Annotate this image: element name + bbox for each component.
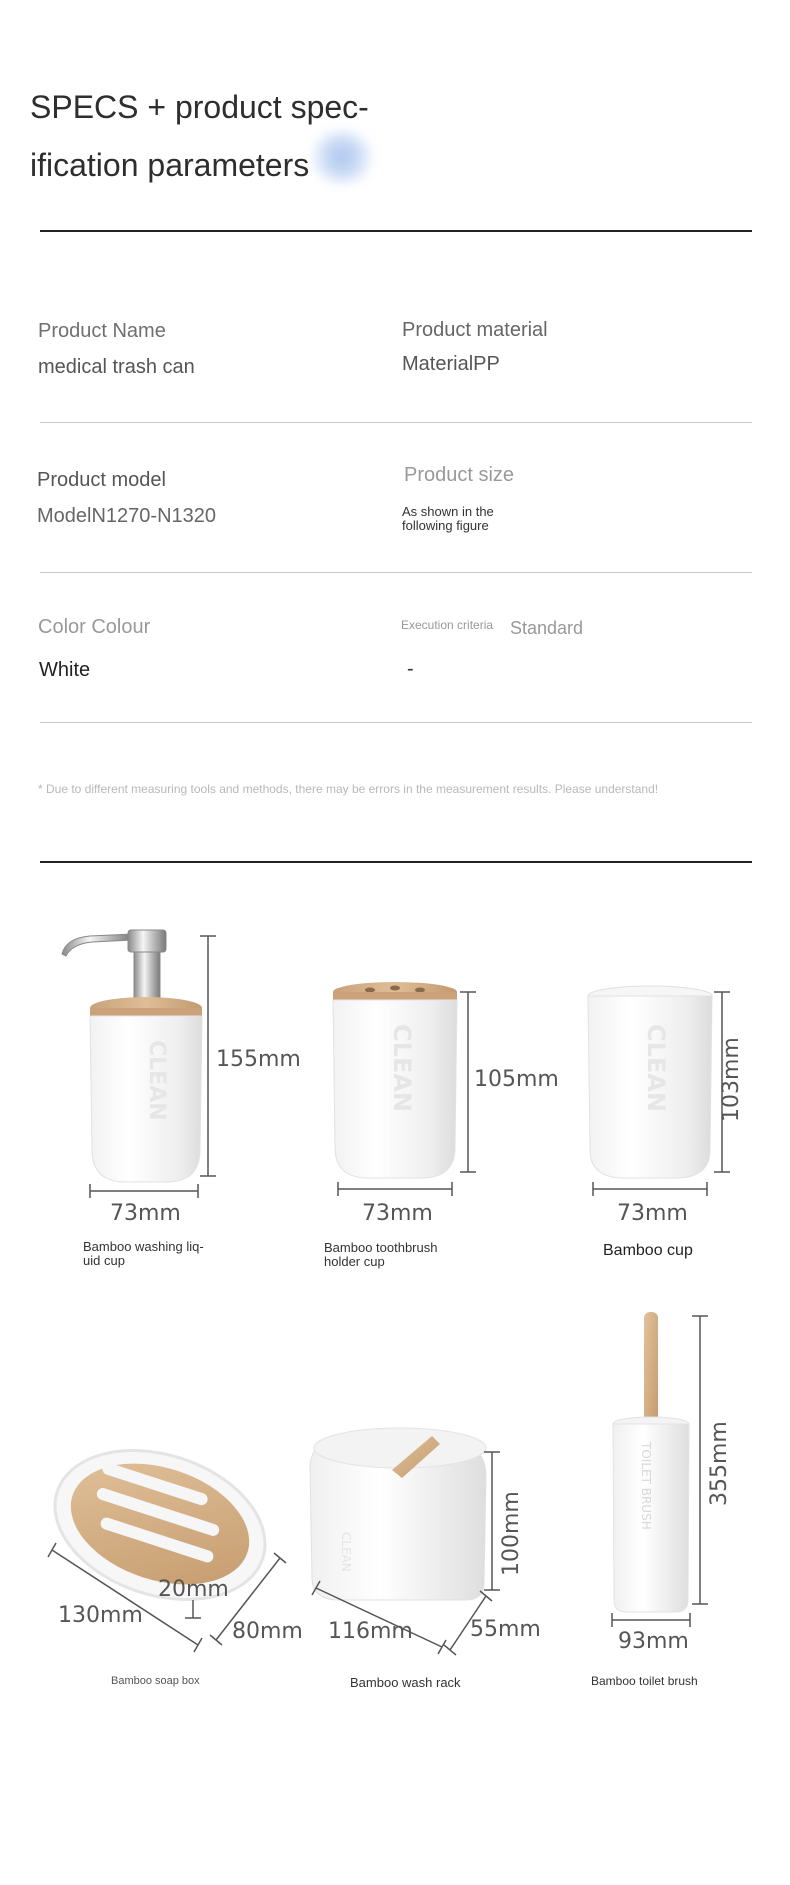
- section-divider-products: [40, 861, 752, 863]
- size-label: Product size: [404, 464, 515, 486]
- criteria-label-standard: Standard: [510, 618, 584, 638]
- toothbrush-holder-caption-line1: Bamboo toothbrush: [324, 1240, 438, 1255]
- cup-height-label: 103mm: [719, 1037, 744, 1122]
- product-name-value: medical trash can: [38, 356, 195, 378]
- toothbrush-holder-emboss: CLEAN: [388, 1024, 416, 1112]
- cup-emboss: CLEAN: [642, 1024, 670, 1112]
- wash-rack-illustration: [310, 1428, 541, 1655]
- toilet-brush-width-label: 93mm: [618, 1629, 689, 1654]
- cup-illustration: [588, 986, 744, 1226]
- toilet-brush-illustration: [612, 1312, 732, 1654]
- page-title-line2: ification parameters: [30, 147, 310, 183]
- spec-row-divider-1: [40, 422, 752, 423]
- dispenser-height-label: 155mm: [216, 1047, 301, 1072]
- criteria-label: Execution criteria: [401, 618, 494, 632]
- material-label: Product material: [402, 319, 548, 341]
- svg-text:CLEAN: CLEAN: [339, 1532, 353, 1572]
- criteria-value: -: [407, 658, 414, 680]
- toilet-brush-emboss: TOILET BRUSH: [639, 1442, 653, 1530]
- dispenser-caption: [83, 1240, 204, 1268]
- wash-rack-length-label: 116mm: [328, 1619, 413, 1644]
- products-row-2: [0, 1300, 790, 1680]
- cup-caption: Bamboo cup: [603, 1242, 693, 1259]
- spec-row-divider-3: [40, 722, 752, 723]
- model-value: ModelN1270-N1320: [37, 505, 217, 527]
- spec-row-divider-2: [40, 572, 752, 573]
- toothbrush-holder-height-label: 105mm: [474, 1067, 559, 1092]
- soap-box-length-label: 130mm: [58, 1603, 143, 1628]
- model-label: Product model: [37, 469, 166, 491]
- size-value: [402, 505, 494, 533]
- soap-box-caption: Bamboo soap box: [111, 1675, 200, 1687]
- material-value: MaterialPP: [402, 353, 500, 375]
- wash-rack-width-label: 55mm: [470, 1617, 541, 1642]
- soap-box-width-label: 80mm: [232, 1619, 303, 1644]
- size-value-line1: As shown in the: [402, 504, 494, 519]
- color-value: White: [39, 659, 91, 681]
- measurement-note: * Due to different measuring tools and methods, there may be errors in the measurement results. Please understand!: [38, 782, 659, 796]
- dispenser-emboss: CLEAN: [144, 1040, 169, 1121]
- toothbrush-holder-caption: [324, 1241, 437, 1269]
- dispenser-caption-line2: uid cup: [83, 1253, 125, 1268]
- dispenser-illustration: [62, 930, 301, 1226]
- toothbrush-holder-caption-line2: holder cup: [324, 1254, 385, 1269]
- wash-rack-caption: Bamboo wash rack: [350, 1675, 461, 1690]
- size-value-line2: following figure: [402, 518, 489, 533]
- toothbrush-holder-width-label: 73mm: [362, 1201, 433, 1226]
- cup-width-label: 73mm: [617, 1201, 688, 1226]
- toilet-brush-caption: Bamboo toilet brush: [591, 1674, 698, 1688]
- dispenser-width-label: 73mm: [110, 1201, 181, 1226]
- dispenser-caption-line1: Bamboo washing liq-: [83, 1239, 204, 1254]
- color-label: Color Colour: [38, 616, 151, 638]
- page-title: [30, 78, 450, 194]
- page-title-line1: SPECS + product spec-: [30, 89, 369, 125]
- wash-rack-height-label: 100mm: [499, 1491, 524, 1576]
- product-name-label: Product Name: [38, 320, 166, 342]
- toothbrush-holder-illustration: [333, 982, 559, 1226]
- soap-box-illustration: [36, 1425, 303, 1652]
- soap-box-height-label: 20mm: [158, 1577, 229, 1602]
- section-divider-top: [40, 230, 752, 232]
- toilet-brush-height-label: 355mm: [707, 1421, 732, 1506]
